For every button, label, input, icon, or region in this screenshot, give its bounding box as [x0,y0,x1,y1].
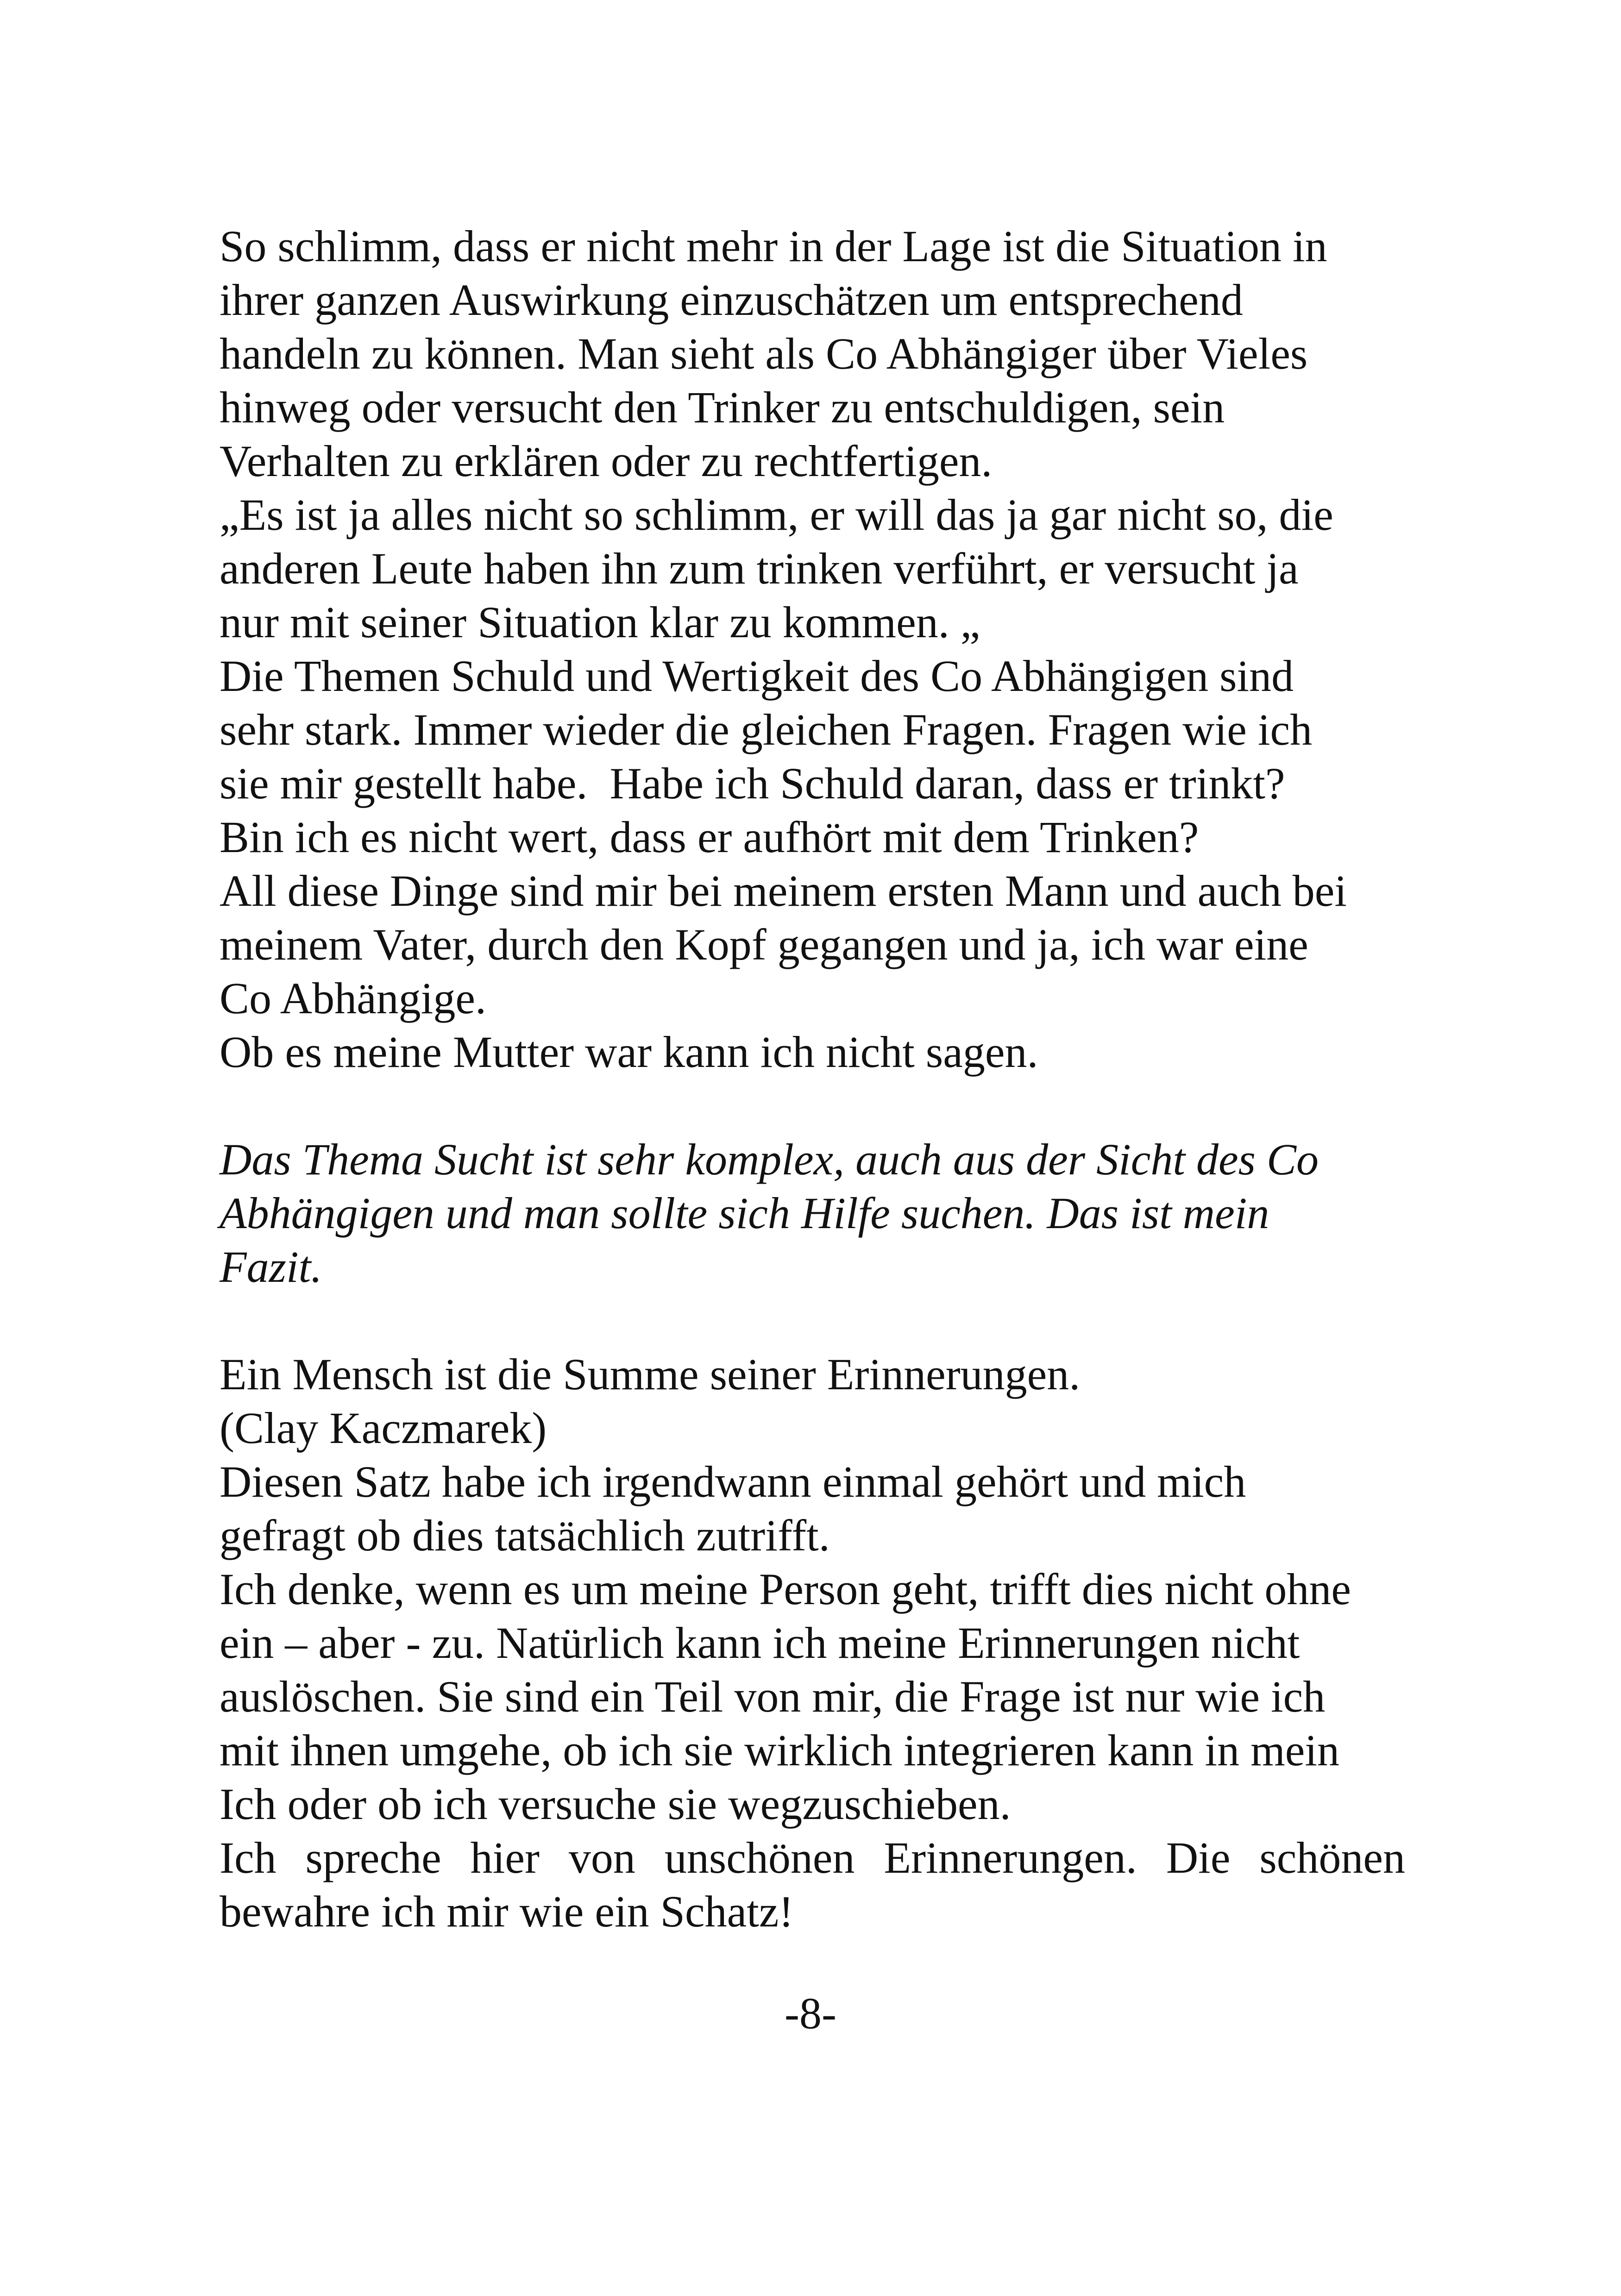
text-line: sie mir gestellt habe. Habe ich Schuld daran, dass er trinkt? [220,759,1285,808]
page-number: -8- [785,1989,836,2038]
paragraph-spacer [220,1079,1405,1133]
paragraph-spacer [220,1294,1405,1348]
body-text [220,220,1405,1938]
text-line: Ich oder ob ich versuche sie wegzuschieben. [220,1779,1011,1829]
text-line: Diesen Satz habe ich irgendwann einmal gehört und mich [220,1457,1246,1506]
italic-line: Fazit. [220,1242,322,1292]
text-line: gefragt ob dies tatsächlich zutrifft. [220,1511,830,1560]
text-line: ein – aber - zu. Natürlich kann ich meine Erinnerungen nicht [220,1618,1300,1668]
text-line: ihrer ganzen Auswirkung einzuschätzen um entsprechend [220,275,1243,325]
text-line: bewahre ich mir wie ein Schatz! [220,1887,794,1936]
text-line: Ich denke, wenn es um meine Person geht, trifft dies nicht ohne [220,1564,1351,1614]
text-line: Ob es meine Mutter war kann ich nicht sagen. [220,1027,1038,1077]
quote-line: nur mit seiner Situation klar zu kommen. „ [220,597,980,647]
quote-author: (Clay Kaczmarek) [220,1403,547,1453]
text-line: So schlimm, dass er nicht mehr in der Lage ist die Situation in [220,221,1327,271]
italic-line: Das Thema Sucht ist sehr komplex, auch aus der Sicht des Co [220,1135,1319,1184]
text-line: meinem Vater, durch den Kopf gegangen und ja, ich war eine [220,920,1308,969]
text-line: All diese Dinge sind mir bei meinem ersten Mann und auch bei [220,866,1347,916]
text-line: Co Abhängige. [220,973,486,1023]
conclusion-italic [220,1133,1405,1294]
text-line: auslöschen. Sie sind ein Teil von mir, die Frage ist nur wie ich [220,1672,1326,1721]
text-line: mit ihnen umgehe, ob ich sie wirklich integrieren kann in mein [220,1725,1340,1775]
quote-line: anderen Leute haben ihn zum trinken verführt, er versucht ja [220,544,1299,593]
text-line: handeln zu können. Man sieht als Co Abhängiger über Vieles [220,329,1308,378]
italic-line: Abhängigen und man sollte sich Hilfe suchen. Das ist mein [220,1188,1269,1238]
text-line-justified: Ich spreche hier von unschönen Erinnerungen. Die schönen [220,1833,1405,1882]
quote-text: Ein Mensch ist die Summe seiner Erinnerungen. [220,1349,1081,1399]
text-line: Bin ich es nicht wert, dass er aufhört mit dem Trinken? [220,812,1199,862]
text-line: hinweg oder versucht den Trinker zu entschuldigen, sein [220,383,1225,432]
quote-line: „Es ist ja alles nicht so schlimm, er will das ja gar nicht so, die [220,490,1333,539]
text-line: Die Themen Schuld und Wertigkeit des Co Abhängigen sind [220,651,1294,701]
paragraph-co-dependency [220,220,1405,1079]
text-line: Verhalten zu erklären oder zu rechtfertigen. [220,436,993,486]
text-line: sehr stark. Immer wieder die gleichen Fragen. Fragen wie ich [220,705,1313,754]
paragraph-memories [220,1348,1405,1938]
